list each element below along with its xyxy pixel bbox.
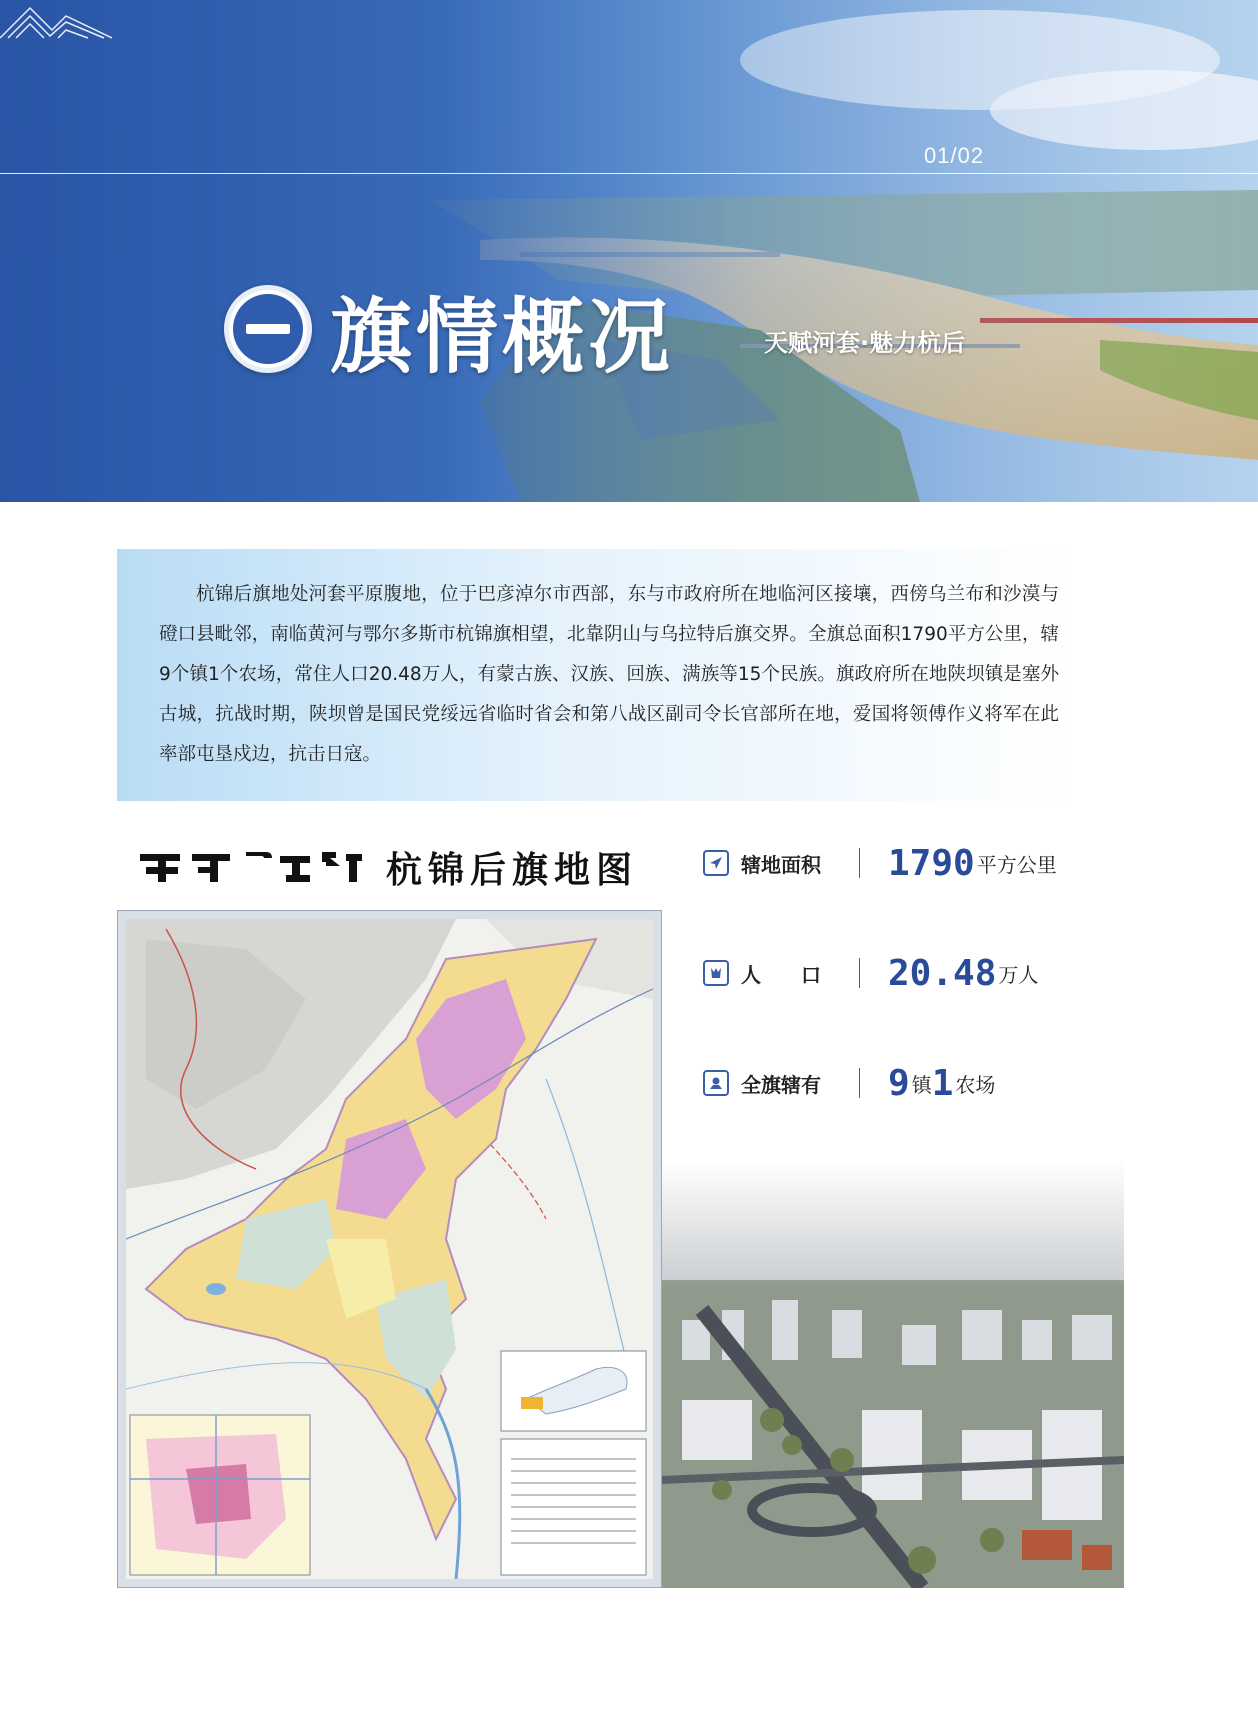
stat-unit: 镇 <box>911 1072 932 1097</box>
map-title: 杭锦后旗地图 <box>386 848 639 891</box>
city-aerial-photo <box>662 1160 1124 1588</box>
header-divider-line <box>0 173 1258 174</box>
plane-icon <box>703 850 729 876</box>
section-numeral <box>246 324 290 334</box>
section-number-badge <box>224 285 312 373</box>
stat-label: 全旗辖有 <box>741 1072 821 1097</box>
stat-label: 人 口 <box>741 962 821 987</box>
header-banner <box>0 0 1258 502</box>
city-aerial-image <box>662 1160 1124 1588</box>
intro-panel <box>117 549 1079 801</box>
page-number: 01/02 <box>924 143 985 168</box>
county-map <box>117 910 662 1588</box>
stat-population <box>703 948 1123 998</box>
county-map-image <box>126 919 653 1579</box>
stat-divider <box>859 848 860 878</box>
map-title-block <box>136 842 638 892</box>
stat-value-2: 1 <box>931 1062 954 1104</box>
stat-towns <box>703 1058 1123 1108</box>
stat-value: 20.48 <box>888 952 997 994</box>
section-title: 旗情概况 <box>330 289 675 385</box>
stat-unit-2: 农场 <box>955 1072 996 1097</box>
section-subtitle: 天赋河套·魅力杭后 <box>764 329 966 357</box>
stat-unit: 万人 <box>998 962 1039 987</box>
stat-divider <box>859 1068 860 1098</box>
location-icon <box>703 1070 729 1096</box>
stat-divider <box>859 958 860 988</box>
intro-paragraph: 杭锦后旗地处河套平原腹地，位于巴彦淖尔市西部，东与市政府所在地临河区接壤，西傍乌兰布和沙漠与磴口县毗邻，南临黄河与鄂尔多斯市杭锦旗相望，北靠阴山与乌拉特后旗交界。全旗总面积1790平方公里，辖9个镇1个农场，常住人口20.48万人，有蒙古族、汉族、回族、满族等15个民族。旗政府所在地陕坝镇是塞外古城，抗战时期，陕坝曾是国民党绥远省临时省会和第八战区副司令长官部所在地，爱国将领傅作义将军在此率部屯垦戍边，抗击日寇。 <box>159 584 1059 765</box>
people-icon <box>703 960 729 986</box>
stat-label: 辖地面积 <box>741 852 821 877</box>
stat-area <box>703 838 1123 888</box>
mountain-mark-icon <box>0 0 112 40</box>
stat-unit: 平方公里 <box>976 852 1057 877</box>
river-landscape-image <box>0 0 1258 502</box>
stat-value: 9 <box>888 1062 910 1104</box>
mongolian-script-glyphs <box>136 844 366 890</box>
mongolian-script-title <box>136 844 366 890</box>
stat-value: 1790 <box>888 842 975 884</box>
